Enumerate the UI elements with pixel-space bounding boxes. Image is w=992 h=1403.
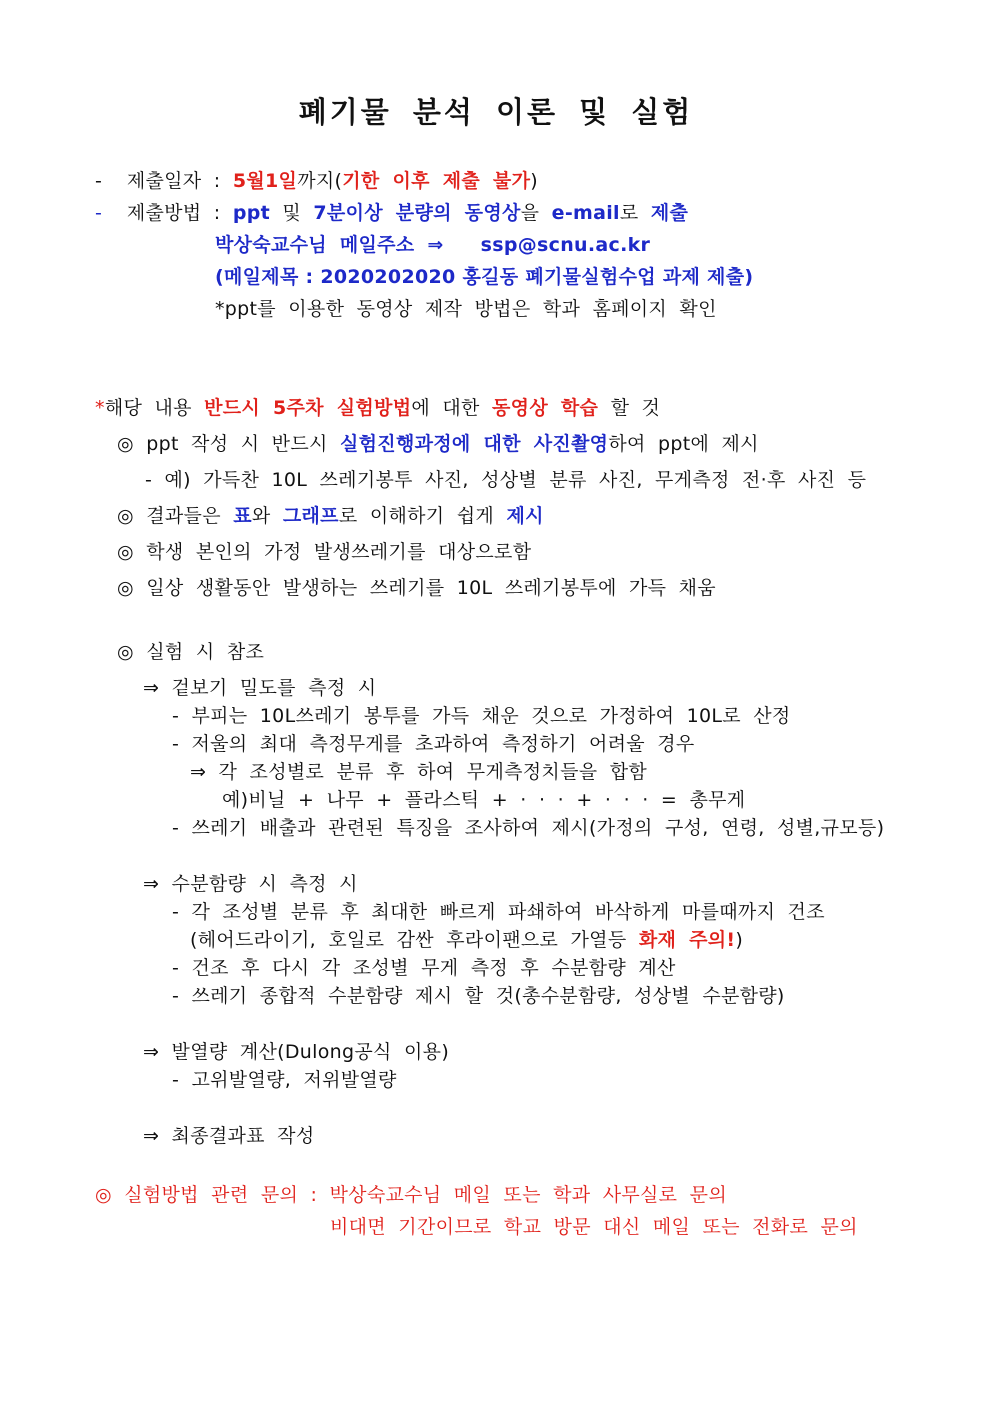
paren-close: ) <box>735 929 744 951</box>
moisture-title: ⇒ 수분함량 시 측정 시 <box>143 873 358 895</box>
asterisk: * <box>95 397 105 419</box>
notice-prefix: 해당 내용 <box>104 397 192 419</box>
item-household-waste: ◎ 학생 본인의 가정 발생쓰레기를 대상으로함 <box>117 541 532 563</box>
late-submission-note: 기한 이후 제출 불가 <box>342 170 531 192</box>
notice-suffix: 할 것 <box>610 397 661 419</box>
notice-mid: 에 대한 <box>411 397 480 419</box>
item-photo-pre: ppt 작성 시 반드시 <box>146 433 328 455</box>
moisture-step-2 <box>190 927 743 953</box>
moisture-step-1: - 각 조성별 분류 후 최대한 빠르게 파쇄하여 바삭하게 마를때까지 건조 <box>172 901 825 923</box>
method-eul: 을 <box>520 202 540 224</box>
method-and: 및 <box>282 202 302 224</box>
method-submit: 제출 <box>650 202 689 224</box>
submission-method-line <box>95 200 688 226</box>
density-step-1: - 부피는 10L쓰레기 봉투를 가득 채운 것으로 가정하여 10L로 산정 <box>172 705 791 727</box>
method-video: 7분이상 분량의 동영상 <box>313 202 521 224</box>
density-example: 예)비닐 + 나무 + 플라스틱 + · · · + · · · = 총무게 <box>222 789 746 811</box>
notice-must: 반드시 5주차 실험방법 <box>204 397 412 419</box>
inquiry-line-2: 비대면 기간이므로 학교 방문 대신 메일 또는 전화로 문의 <box>330 1216 858 1238</box>
method-ro: 로 <box>619 202 639 224</box>
fire-warning: 화재 주의! <box>638 929 736 951</box>
density-step-2: - 저울의 최대 측정무게를 초과하여 측정하기 어려울 경우 <box>172 733 695 755</box>
submission-date-line <box>95 168 538 194</box>
item-fill-bag: ◎ 일상 생활동안 발생하는 쓰레기를 10L 쓰레기봉투에 가득 채움 <box>117 577 716 599</box>
ppt-video-note: *ppt를 이용한 동영상 제작 방법은 학과 홈페이지 확인 <box>215 298 717 320</box>
final-table-step: ⇒ 최종결과표 작성 <box>143 1125 315 1147</box>
density-step-5: - 쓰레기 배출과 관련된 특징을 조사하여 제시(가정의 구성, 연령, 성별,규모등) <box>172 817 885 839</box>
submission-date-value: 5월1일 <box>232 170 298 192</box>
notice-video-study: 동영상 학습 <box>492 397 599 419</box>
item-photo <box>117 431 759 457</box>
heat-step-1: - 고위발열량, 저위발열량 <box>172 1069 397 1091</box>
method-ppt: ppt <box>232 202 271 224</box>
item-photo-bold: 실험진행과정에 대한 사진촬영 <box>340 433 609 455</box>
paren-close: ) <box>530 170 538 192</box>
item-results-pre: 결과들은 <box>146 505 221 527</box>
item-results-graph: 그래프 <box>282 505 339 527</box>
professor-email-label: 박상숙교수님 메일주소 ⇒ <box>215 234 444 256</box>
professor-email[interactable]: ssp@scnu.ac.kr <box>480 234 651 256</box>
item-results-present: 제시 <box>506 505 544 527</box>
item-results-table: 표 <box>233 505 252 527</box>
item-results-mid: 로 이해하기 쉽게 <box>338 505 495 527</box>
moisture-step-3: - 건조 후 다시 각 조성별 무게 측정 후 수분함량 계산 <box>172 957 676 979</box>
item-results-wa: 와 <box>251 505 271 527</box>
submission-date-label: 제출일자 : <box>126 170 221 192</box>
dash: - <box>95 202 103 224</box>
moisture-step-2-pre: (헤어드라이기, 호일로 감싼 후라이팬으로 가열등 <box>190 929 627 951</box>
document-title: 폐기물 분석 이론 및 실험 <box>298 95 694 129</box>
method-email: e-mail <box>551 202 620 224</box>
circle-bullet-icon: ◎ <box>117 505 134 527</box>
item-photo-post: 하여 ppt에 제시 <box>608 433 759 455</box>
mail-subject-format: (메일제목 : 2020202020 홍길동 폐기물실험수업 과제 제출) <box>215 266 754 288</box>
notice-line <box>95 395 660 421</box>
circle-bullet-icon: ◎ <box>117 433 134 455</box>
dash: - <box>95 170 103 192</box>
heat-title: ⇒ 발열량 계산(Dulong공식 이용) <box>143 1041 450 1063</box>
moisture-step-4: - 쓰레기 종합적 수분함량 제시 할 것(총수분함량, 성상별 수분함량) <box>172 985 785 1007</box>
inquiry-line-1: ◎ 실험방법 관련 문의 : 박상숙교수님 메일 또는 학과 사무실로 문의 <box>95 1184 727 1206</box>
submission-date-suffix: 까지( <box>297 170 343 192</box>
reference-heading: ◎ 실험 시 참조 <box>117 641 265 663</box>
density-step-3: ⇒ 각 조성별로 분류 후 하여 무게측정치들을 합함 <box>190 761 648 783</box>
professor-email-line <box>215 232 650 258</box>
item-photo-example: - 예) 가득찬 10L 쓰레기봉투 사진, 성상별 분류 사진, 무게측정 전·후 사진 등 <box>145 469 867 491</box>
item-results <box>117 503 544 529</box>
density-title: ⇒ 겉보기 밀도를 측정 시 <box>143 677 377 699</box>
submission-method-label: 제출방법 : <box>126 202 221 224</box>
